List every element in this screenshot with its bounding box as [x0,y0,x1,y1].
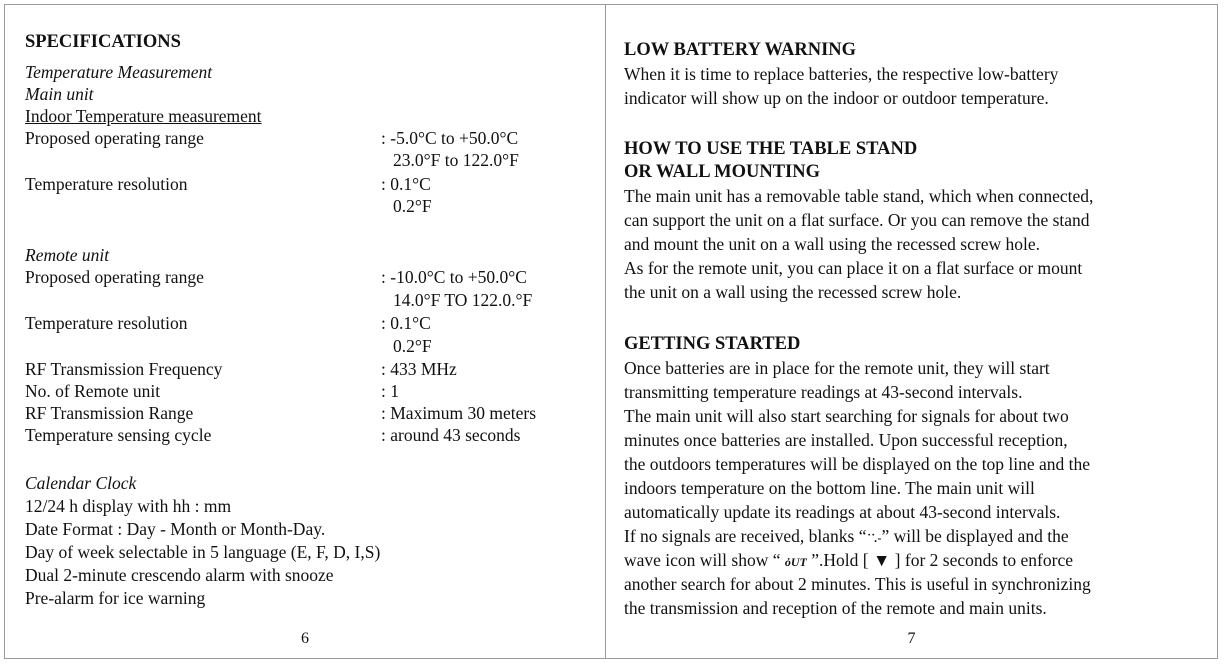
spec-label: Temperature sensing cycle [25,425,212,445]
wave-text-post: ”.Hold [ ▼ ] for 2 seconds to enforce [806,550,1073,570]
paragraph-line: the unit on a wall using the recessed screw hole. [624,282,962,302]
spec-label: RF Transmission Frequency [25,359,223,379]
spec-value: : 433 MHz [381,359,457,379]
remote-unit-heading: Remote unit [25,245,110,265]
spec-value: : 0.1°C [381,313,431,333]
paragraph-line: transmitting temperature readings at 43-second intervals. [624,382,1023,402]
spec-value: : around 43 seconds [381,425,521,445]
spec-value: : 1 [381,381,399,401]
paragraph-line: can support the unit on a flat surface. Or you can remove the stand [624,210,1090,230]
spec-label: No. of Remote unit [25,381,161,401]
paragraph-line: another search for about 2 minutes. This is useful in synchronizing [624,574,1091,594]
paragraph-line: and mount the unit on a wall using the recessed screw hole. [624,234,1041,254]
spec-value: : Maximum 30 meters [381,403,537,423]
main-unit-heading: Main unit [25,84,94,104]
page-6 [5,5,605,658]
table-stand-heading: HOW TO USE THE TABLE STAND [624,139,918,159]
wall-mounting-heading: OR WALL MOUNTING [624,162,820,182]
spec-value-alt: 0.2°F [393,196,432,216]
spec-value-alt: 0.2°F [393,336,432,356]
blanks-text-post: ” will be displayed and the [881,526,1069,546]
paragraph-line: indicator will show up on the indoor or outdoor temperature. [624,88,1049,108]
page-number: 7 [907,630,916,647]
spec-label: Temperature resolution [25,313,188,333]
calendar-line: Dual 2-minute crescendo alarm with snooze [25,565,334,585]
spec-value-alt: 23.0°F to 122.0°F [393,150,519,170]
paragraph-line [624,549,1073,573]
paragraph-line: minutes once batteries are installed. Upon successful reception, [624,430,1068,450]
spec-label: Temperature resolution [25,174,188,194]
calendar-line: Pre-alarm for ice warning [25,588,206,608]
page-number: 6 [301,630,309,647]
wave-text-pre: wave icon will show “ [624,550,785,570]
blanks-text-pre: If no signals are received, blanks “ [624,526,867,546]
getting-started-heading: GETTING STARTED [624,334,801,354]
paragraph-line: When it is time to replace batteries, the respective low-battery [624,64,1059,84]
specifications-heading: SPECIFICATIONS [25,32,181,52]
spec-value: : 0.1°C [381,174,431,194]
manual-spread [4,4,1218,659]
spec-value: : -5.0°C to +50.0°C [381,128,519,148]
spec-label: Proposed operating range [25,128,204,148]
calendar-clock-heading: Calendar Clock [25,473,137,493]
wave-out-icon: ȯUT [784,555,807,569]
calendar-line: 12/24 h display with hh : mm [25,496,232,516]
paragraph-line: The main unit will also start searching for signals for about two [624,406,1069,426]
paragraph-line: the transmission and reception of the remote and main units. [624,598,1047,618]
spec-label: RF Transmission Range [25,403,194,423]
indoor-heading: Indoor Temperature measurement [25,106,262,126]
temperature-measurement-heading: Temperature Measurement [25,62,213,82]
page-7 [606,5,1217,658]
paragraph-line: As for the remote unit, you can place it on a flat surface or mount [624,258,1083,278]
spec-value-alt: 14.0°F TO 122.0.°F [393,290,533,310]
paragraph-line [624,525,1069,549]
paragraph-line: automatically update its readings at about 43-second intervals. [624,502,1061,522]
paragraph-line: indoors temperature on the bottom line. The main unit will [624,478,1035,498]
paragraph-line: The main unit has a removable table stand, which when connected, [624,186,1094,206]
blanks-symbol-icon: ˙˙.- [866,531,882,545]
calendar-line: Date Format : Day - Month or Month-Day. [25,519,326,539]
paragraph-line: Once batteries are in place for the remote unit, they will start [624,358,1050,378]
low-battery-heading: LOW BATTERY WARNING [624,40,857,60]
spec-value: : -10.0°C to +50.0°C [381,267,527,287]
spec-label: Proposed operating range [25,267,204,287]
calendar-line: Day of week selectable in 5 language (E, F, D, I,S) [25,542,381,562]
paragraph-line: the outdoors temperatures will be displayed on the top line and the [624,454,1091,474]
